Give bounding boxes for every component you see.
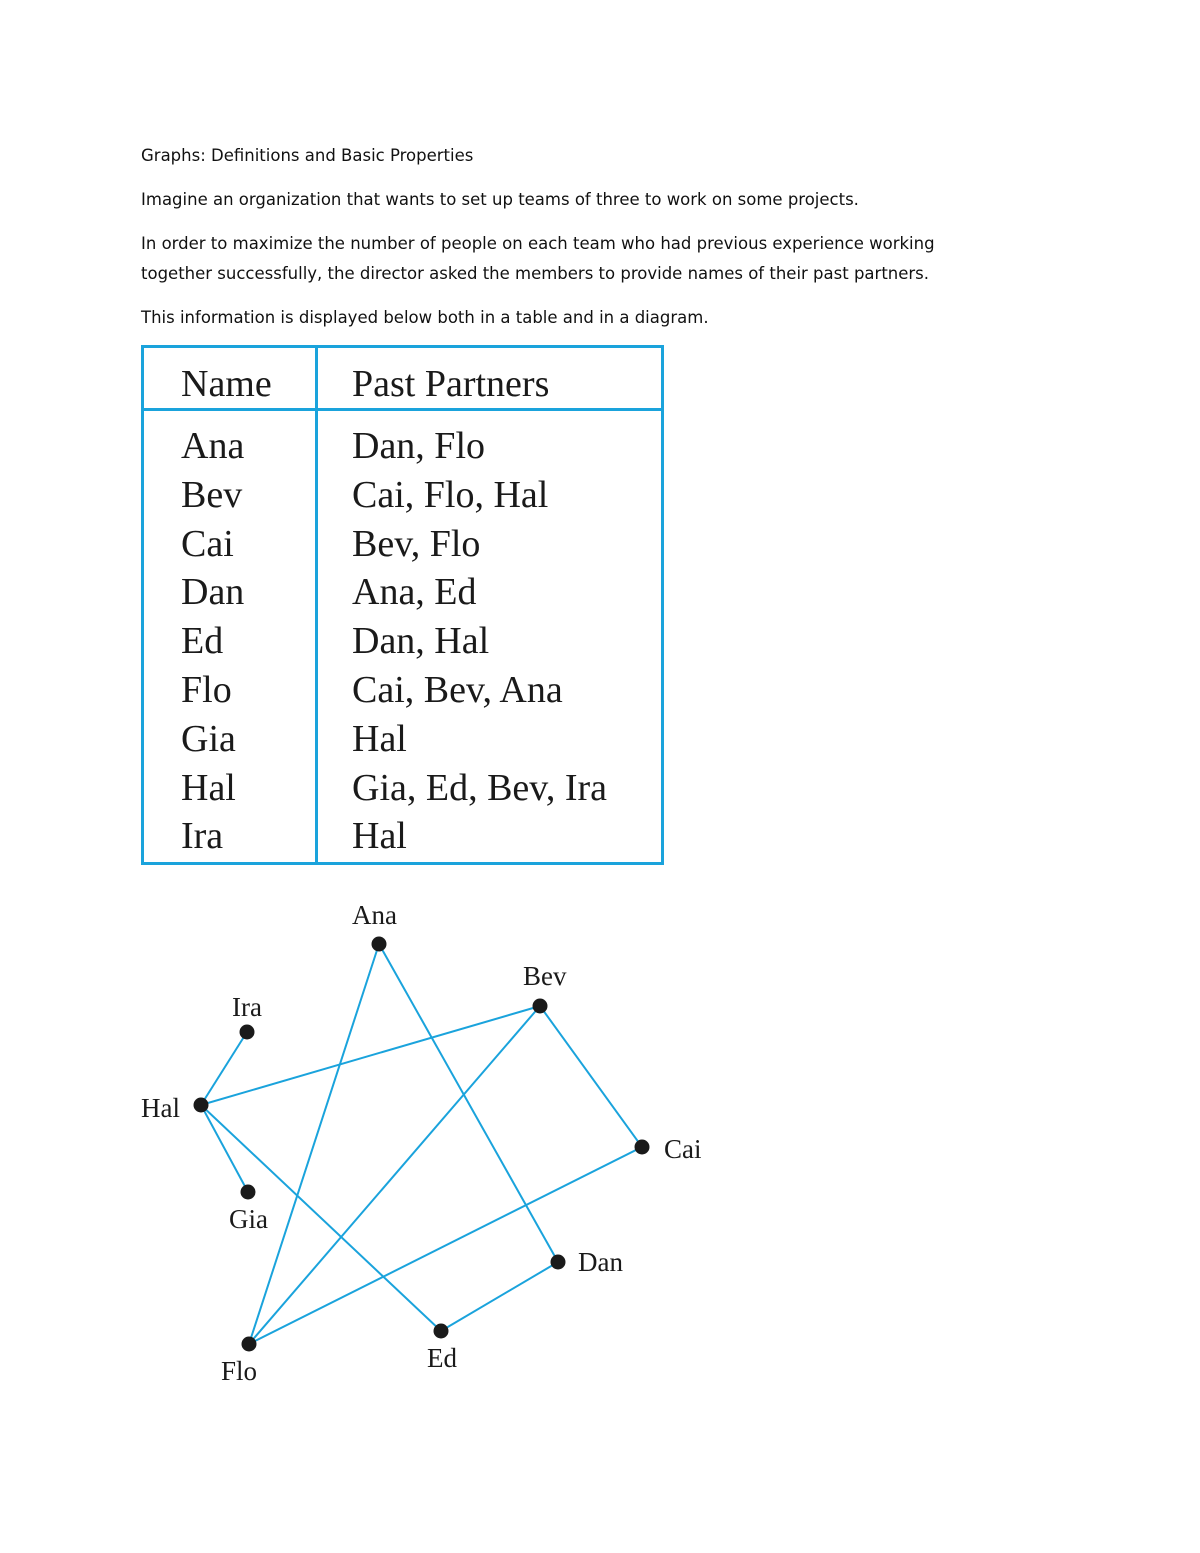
node-ana <box>372 937 387 952</box>
table-cell-name: Ed <box>181 620 224 663</box>
node-flo <box>242 1337 257 1352</box>
display-note-paragraph: This information is displayed below both in a table and in a diagram. <box>141 308 709 327</box>
table-cell-partners: Cai, Bev, Ana <box>352 669 563 711</box>
node-hal <box>194 1098 209 1113</box>
node-label-bev: Bev <box>523 961 567 991</box>
edge-bev-cai <box>540 1006 642 1147</box>
node-label-flo: Flo <box>221 1356 258 1386</box>
table-cell-partners: Hal <box>352 815 407 858</box>
table-cell-partners: Gia, Ed, Bev, Ira <box>352 766 607 809</box>
table-cell-name: Flo <box>181 669 232 711</box>
document-title: Graphs: Definitions and Basic Properties <box>141 146 474 165</box>
table-cell-partners: Ana, Ed <box>352 571 477 614</box>
edge-bev-flo <box>249 1006 540 1344</box>
table-cell-name: Ana <box>181 425 245 467</box>
node-label-hal: Hal <box>141 1093 180 1123</box>
node-gia <box>241 1185 256 1200</box>
node-label-ira: Ira <box>232 992 262 1022</box>
edge-ana-flo <box>249 944 379 1344</box>
table-cell-name: Hal <box>181 766 236 809</box>
edge-gia-hal <box>201 1105 248 1192</box>
node-label-ed: Ed <box>427 1343 457 1373</box>
node-dan <box>551 1255 566 1270</box>
table-cell-name: Cai <box>181 522 234 565</box>
node-label-dan: Dan <box>578 1247 623 1277</box>
edge-cai-flo <box>249 1147 642 1344</box>
table-cell-partners: Dan, Hal <box>352 620 490 663</box>
edge-dan-ed <box>441 1262 558 1331</box>
table-cell-name: Ira <box>181 815 224 858</box>
node-ira <box>240 1025 255 1040</box>
context-line-1: In order to maximize the number of people on each team who had previous experience working <box>141 234 935 253</box>
table-cell-partners: Dan, Flo <box>352 425 485 467</box>
graph-edges <box>201 944 642 1344</box>
table-cell-partners: Cai, Flo, Hal <box>352 473 549 516</box>
node-label-gia: Gia <box>229 1204 268 1234</box>
table-cell-name: Bev <box>181 473 243 516</box>
node-label-cai: Cai <box>664 1134 702 1164</box>
node-label-ana: Ana <box>352 900 397 930</box>
node-ed <box>434 1324 449 1339</box>
node-bev <box>533 999 548 1014</box>
header-name: Name <box>181 363 272 405</box>
table-cell-partners: Bev, Flo <box>352 522 481 565</box>
header-past-partners: Past Partners <box>352 363 550 405</box>
node-cai <box>635 1140 650 1155</box>
table-cell-name: Dan <box>181 571 245 614</box>
edge-ana-dan <box>379 944 558 1262</box>
intro-paragraph: Imagine an organization that wants to set up teams of three to work on some projects. <box>141 190 859 209</box>
context-line-2: together successfully, the director asked the members to provide names of their past partners. <box>141 264 930 283</box>
table-cell-partners: Hal <box>352 717 407 760</box>
table-cell-name: Gia <box>181 717 236 760</box>
